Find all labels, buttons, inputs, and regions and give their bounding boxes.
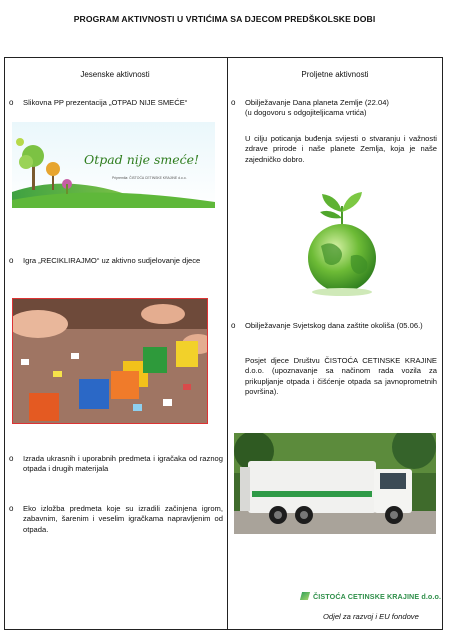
company-logo-icon — [300, 592, 310, 600]
environment-day-description: Posjet djece Društvu ČISTOĆA CETINSKE KRAJINE d.o.o. (upoznavanje sa načinom rada vozila za prikupljanje otpada i čišćenje otpada sa javnoprometnih površina). — [245, 356, 437, 397]
spring-heading: Proljetne aktivnosti — [301, 70, 369, 79]
earth-day-title: Obilježavanje Dana planeta Zemlje (22.04) — [245, 98, 389, 107]
bullet: o — [9, 454, 14, 463]
bullet: o — [231, 321, 236, 330]
bullet: o — [9, 256, 14, 265]
autumn-heading: Jesenske aktivnosti — [80, 70, 150, 79]
garbage-truck-illustration — [234, 433, 436, 534]
recycling-game-illustration — [13, 299, 208, 424]
bullet: o — [231, 98, 236, 107]
slide-title: Otpad nije smeće! — [84, 152, 200, 167]
green-earth-illustration — [297, 186, 387, 298]
autumn-item-eco-exhibition: Eko izložba predmeta koje su izradili začinjena igrom, zabavnim, šarenim i veselim igračkama napravljenim od otpada. — [23, 504, 223, 534]
recycling-game-photo — [12, 298, 208, 424]
spring-item-environment-day: Obilježavanje Svjetskog dana zaštite okoliša (05.06.) — [245, 321, 423, 330]
activities-table — [4, 57, 443, 630]
company-brand-name: ČISTOĆA CETINSKE KRAJINE d.o.o. — [313, 592, 442, 601]
page-title: PROGRAM AKTIVNOSTI U VRTIĆIMA SA DJECOM PREDŠKOLSKE DOBI — [73, 14, 376, 24]
department-name: Odjel za razvoj i EU fondove — [323, 612, 419, 621]
presentation-slide-image — [12, 122, 215, 208]
earth-day-description: U cilju poticanja buđenja svijesti o stvaranju i važnosti zdrave prirode i naše planete Zemlja, koja je naše zajedničko dobro. — [245, 134, 437, 164]
autumn-item-crafts: Izrada ukrasnih i uporabnih predmeta i igračaka od raznog otpada i drugih materijala — [23, 454, 223, 474]
column-divider — [227, 58, 228, 629]
garbage-truck-photo — [234, 433, 436, 534]
autumn-item-recycling-game: Igra „RECIKLIRAJMO“ uz aktivno sudjelovanje djece — [23, 256, 201, 265]
slide-caption: Pripremila: ČISTOĆA CETINSKE KRAJINE d.o.o. — [112, 176, 187, 180]
spring-item-earth-day — [245, 98, 437, 119]
green-earth-image — [297, 186, 387, 298]
earth-day-note: (u dogovoru s odgojiteljicama vrtića) — [245, 108, 367, 118]
autumn-item-presentation: Slikovna PP prezentacija „OTPAD NIJE SMEĆE“ — [23, 98, 188, 107]
bullet: o — [9, 504, 14, 513]
bullet: o — [9, 98, 14, 107]
